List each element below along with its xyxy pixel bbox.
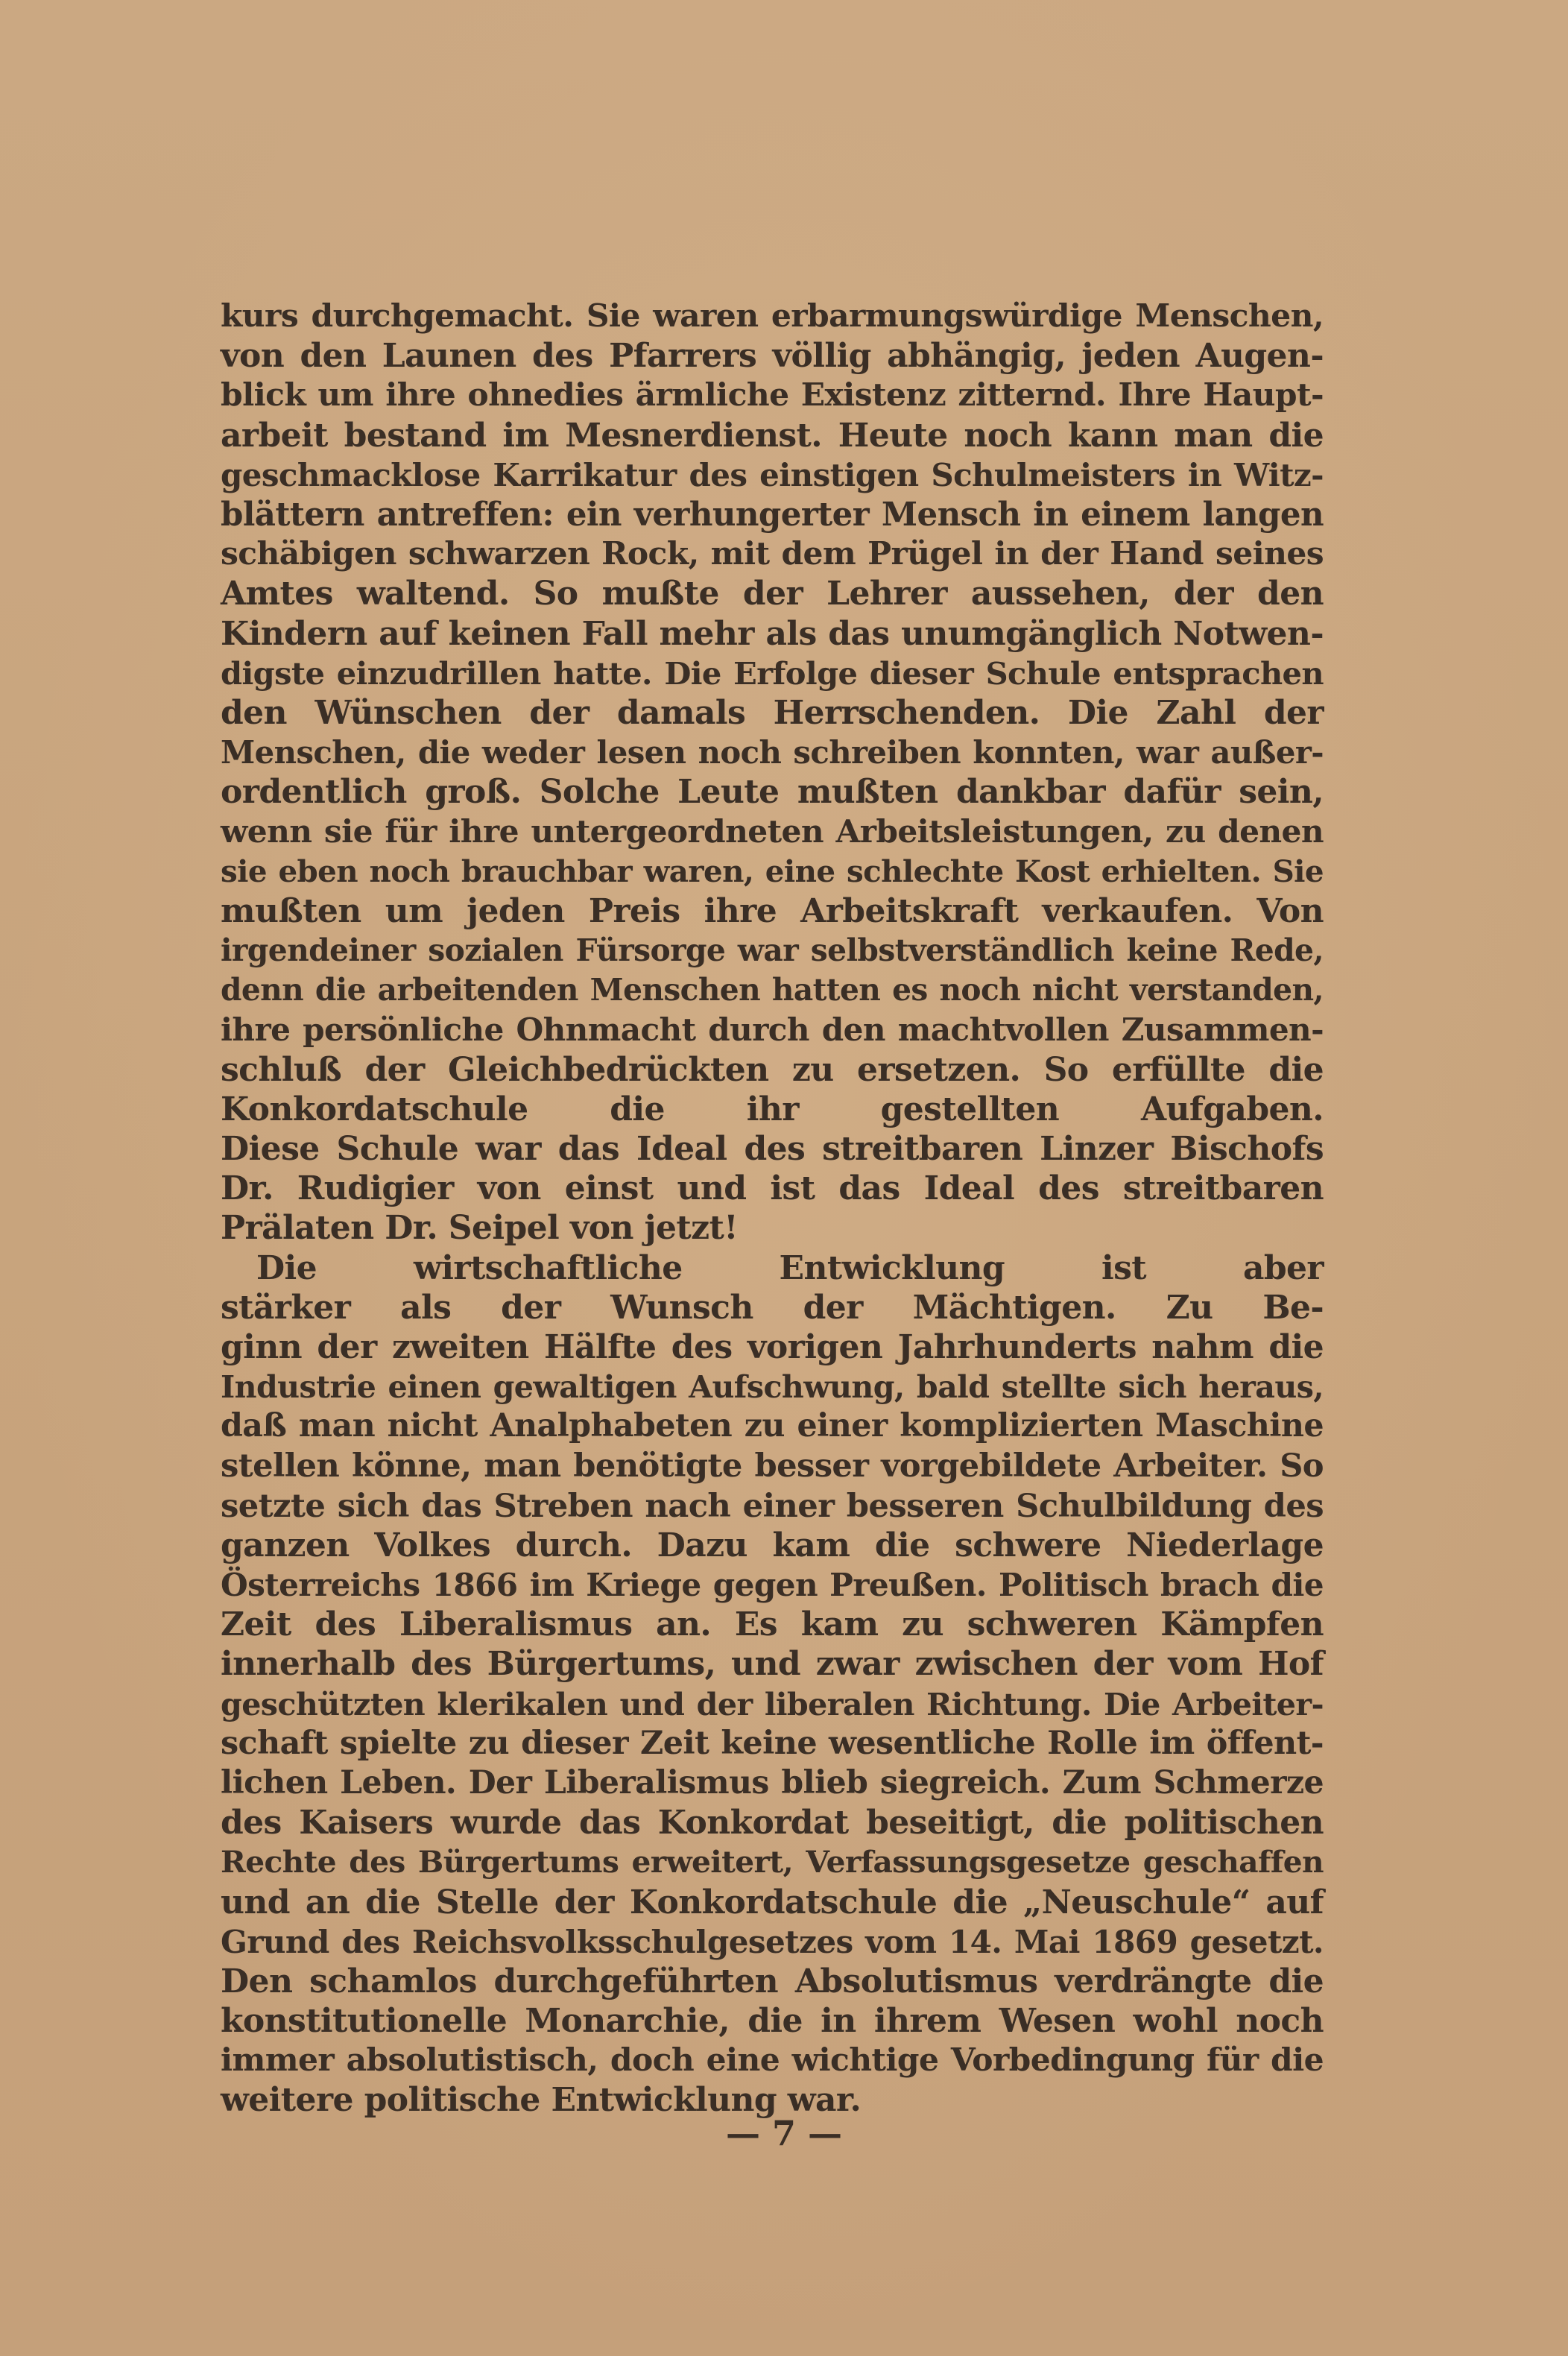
- text-line: Menschen, die weder lesen noch schreiben konnten, war außer-: [221, 734, 1324, 771]
- text-line: Grund des Reichsvolksschulgesetzes vom 14. Mai 1869 gesetzt.: [221, 1922, 1324, 1960]
- text-line: mußten um jeden Preis ihre Arbeitskraft verkaufen. Von: [221, 891, 1324, 930]
- text-line: Konkordatschule die ihr gestellten Aufgaben.: [221, 1090, 1324, 1128]
- text-line: Diese Schule war das Ideal des streitbaren Linzer Bischofs: [221, 1129, 1324, 1168]
- text-line: ginn der zweiten Hälfte des vorigen Jahrhunderts nahm die: [221, 1327, 1324, 1366]
- text-line: Zeit des Liberalismus an. Es kam zu schweren Kämpfen: [221, 1605, 1324, 1644]
- text-line: setzte sich das Streben nach einer besseren Schulbildung des: [221, 1486, 1324, 1525]
- text-line: lichen Leben. Der Liberalismus blieb siegreich. Zum Schmerze: [221, 1763, 1324, 1801]
- text-line: und an die Stelle der Konkordatschule die „Neuschule“ auf: [221, 1883, 1324, 1921]
- text-line: Österreichs 1866 im Kriege gegen Preußen. Politisch brach die: [221, 1566, 1324, 1603]
- text-line: den Wünschen der damals Herrschenden. Die Zahl der: [221, 693, 1324, 732]
- text-line: immer absolutistisch, doch eine wichtige Vorbedingung für die: [221, 2041, 1324, 2079]
- text-line: ihre persönliche Ohnmacht durch den machtvollen Zusammen-: [221, 1011, 1324, 1049]
- text-line: Amtes waltend. So mußte der Lehrer aussehen, der den: [221, 575, 1324, 613]
- text-line: innerhalb des Bürgertums, und zwar zwischen der vom Hof: [221, 1645, 1324, 1684]
- text-line: blick um ihre ohnedies ärmliche Existenz zitternd. Ihre Haupt-: [221, 376, 1324, 414]
- text-line: ordentlich groß. Solche Leute mußten dankbar dafür sein,: [221, 773, 1324, 812]
- text-line: Rechte des Bürgertums erweitert, Verfassungsgesetze geschaffen: [221, 1844, 1324, 1880]
- text-line: schluß der Gleichbedrückten zu ersetzen. So erfüllte die: [221, 1050, 1324, 1089]
- text-line: Die wirtschaftliche Entwicklung ist aber: [256, 1248, 1324, 1287]
- text-line: stärker als der Wunsch der Mächtigen. Zu Be-: [221, 1288, 1324, 1327]
- text-line: konstitutionelle Monarchie, die in ihrem Wesen wohl noch: [221, 2002, 1324, 2041]
- page-number: — 7 —: [725, 2113, 843, 2153]
- text-line: Industrie einen gewaltigen Aufschwung, bald stellte sich heraus,: [221, 1368, 1324, 1406]
- text-line: ganzen Volkes durch. Dazu kam die schwere Niederlage: [221, 1526, 1324, 1564]
- text-line: wenn sie für ihre untergeordneten Arbeitsleistungen, zu denen: [221, 812, 1324, 850]
- text-line: Den schamlos durchgeführten Absolutismus verdrängte die: [221, 1962, 1324, 2000]
- text-line: blättern antreffen: ein verhungerter Mensch in einem langen: [221, 495, 1324, 534]
- text-line: denn die arbeitenden Menschen hatten es noch nicht verstanden,: [221, 972, 1324, 1008]
- body-text: [221, 297, 1324, 2120]
- text-line: kurs durchgemacht. Sie waren erbarmungswürdige Menschen,: [221, 297, 1324, 335]
- text-line: sie eben noch brauchbar waren, eine schlechte Kost erhielten. Sie: [221, 853, 1324, 889]
- text-line: geschmacklose Karrikatur des einstigen Schulmeisters in Witz-: [221, 456, 1324, 493]
- text-line: stellen könne, man benötigte besser vorgebildete Arbeiter. So: [221, 1447, 1324, 1485]
- text-line: daß man nicht Analphabeten zu einer komplizierten Maschine: [221, 1407, 1324, 1445]
- text-line: schaft spielte zu dieser Zeit keine wesentliche Rolle im öffent-: [221, 1724, 1324, 1762]
- text-line: schäbigen schwarzen Rock, mit dem Prügel in der Hand seines: [221, 535, 1324, 573]
- text-line: geschützten klerikalen und der liberalen Richtung. Die Arbeiter-: [221, 1685, 1324, 1722]
- text-line: von den Launen des Pfarrers völlig abhängig, jeden Augen-: [221, 337, 1324, 376]
- text-line: Prälaten Dr. Seipel von jetzt!: [221, 1209, 738, 1248]
- text-line: des Kaisers wurde das Konkordat beseitigt, die politischen: [221, 1804, 1324, 1842]
- text-line: Dr. Rudigier von einst und ist das Ideal des streitbaren: [221, 1169, 1324, 1208]
- text-line: irgendeiner sozialen Fürsorge war selbstverständlich keine Rede,: [221, 932, 1324, 968]
- text-line: weitere politische Entwicklung war.: [221, 2081, 862, 2120]
- text-line: Kindern auf keinen Fall mehr als das unumgänglich Notwen-: [221, 614, 1324, 653]
- text-line: digste einzudrillen hatte. Die Erfolge dieser Schule entsprachen: [221, 654, 1324, 692]
- text-line: arbeit bestand im Mesnerdienst. Heute noch kann man die: [221, 416, 1324, 455]
